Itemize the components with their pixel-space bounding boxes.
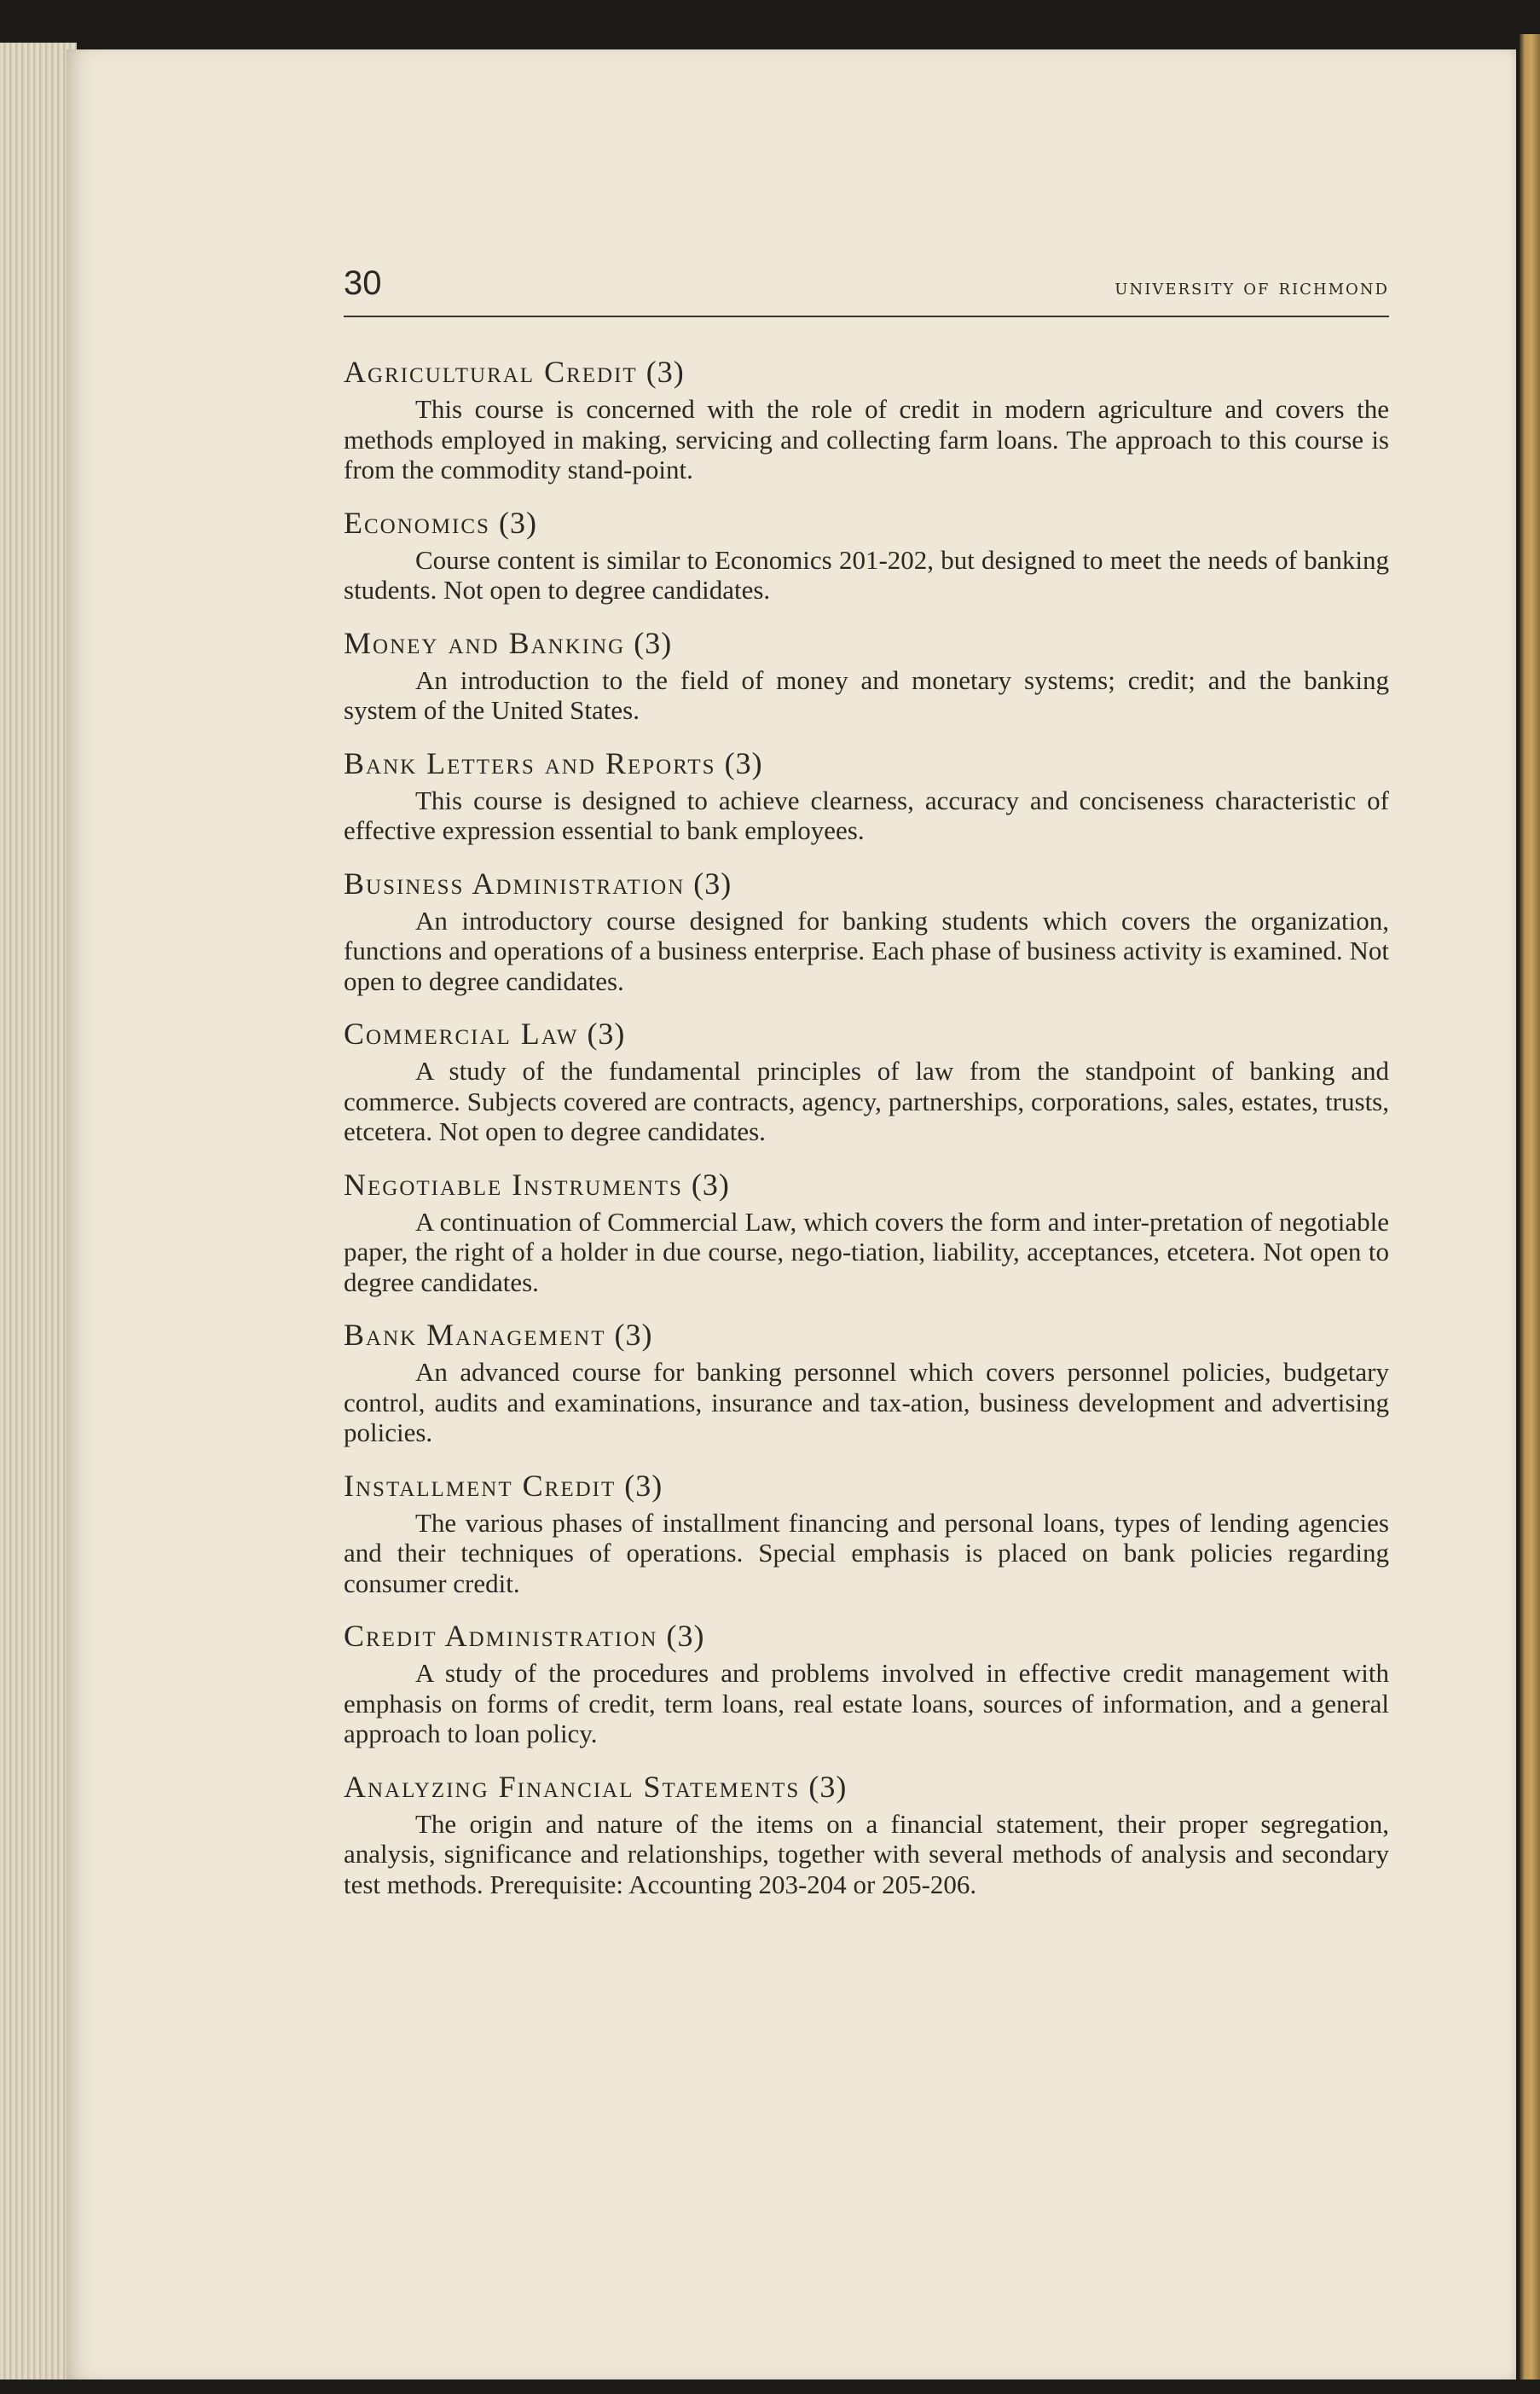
course-entry — [344, 626, 1389, 726]
course-title — [344, 746, 1389, 780]
course-title — [344, 626, 1389, 660]
course-name: Agricultural Credit — [344, 355, 638, 389]
course-credits: (3) — [666, 1619, 705, 1653]
course-description: A study of the fundamental principles of law from the standpoint of banking and commerce. Subjects covered are contracts, agency, partnerships, corporations, sales, estates, trusts, etcetera. Not open to degree candidates. — [344, 1056, 1389, 1146]
course-title — [344, 1469, 1389, 1503]
course-entry — [344, 1469, 1389, 1599]
course-entry — [344, 746, 1389, 846]
course-description: This course is designed to achieve clearness, accuracy and conciseness characteristic of effective expression essential to bank employees. — [344, 785, 1389, 845]
course-credits: (3) — [691, 1167, 730, 1202]
book-binding-edge — [1520, 34, 1540, 2380]
course-entry — [344, 1168, 1389, 1298]
running-title: university of richmond — [1114, 275, 1389, 299]
course-credits: (3) — [693, 866, 732, 901]
course-entry — [344, 1770, 1389, 1900]
course-name: Money and Banking — [344, 625, 626, 660]
course-credits: (3) — [498, 505, 537, 540]
course-title — [344, 1017, 1389, 1051]
course-description: An introductory course designed for banking students which covers the organization, functions and operations of a business enterprise. Each phase of business activity is examined. Not open to degree candidates. — [344, 905, 1389, 996]
course-name: Economics — [344, 505, 490, 540]
course-description: The origin and nature of the items on a financial statement, their proper segregation, analysis, significance and relationships, together with several methods of analysis and secondary test methods. Prerequisite: Accounting 203-204 or 205-206. — [344, 1808, 1389, 1899]
course-name: Credit Administration — [344, 1619, 658, 1653]
course-entry — [344, 1017, 1389, 1147]
course-name: Analyzing Financial Statements — [344, 1769, 801, 1804]
course-title — [344, 506, 1389, 540]
course-name: Bank Letters and Reports — [344, 745, 716, 780]
page-number: 30 — [344, 264, 382, 302]
book-page-edges — [0, 43, 77, 2380]
course-description: An introduction to the field of money and monetary systems; credit; and the banking system of the United States. — [344, 664, 1389, 725]
course-credits: (3) — [634, 625, 673, 660]
course-entry — [344, 1318, 1389, 1448]
course-title — [344, 1619, 1389, 1653]
course-title — [344, 1168, 1389, 1202]
course-credits: (3) — [724, 745, 763, 780]
course-credits: (3) — [808, 1769, 848, 1804]
course-credits: (3) — [624, 1468, 663, 1503]
course-description: Course content is similar to Economics 201-202, but designed to meet the needs of banking students. Not open to degree candidates. — [344, 544, 1389, 605]
course-title — [344, 355, 1389, 389]
course-name: Negotiable Instruments — [344, 1167, 683, 1202]
course-name: Bank Management — [344, 1318, 606, 1352]
course-description: The various phases of installment financing and personal loans, types of lending agencies and their techniques of operations. Special emphasis is placed on bank policies regarding consumer credit. — [344, 1507, 1389, 1598]
running-header — [344, 264, 1389, 317]
course-description: An advanced course for banking personnel which covers personnel policies, budgetary control, audits and examinations, insurance and tax-ation, business development and advertising policies. — [344, 1357, 1389, 1447]
course-credits: (3) — [587, 1017, 626, 1051]
course-title — [344, 867, 1389, 901]
course-description: A study of the procedures and problems involved in effective credit management with emphasis on forms of credit, term loans, real estate loans, sources of information, and a general approach to loan policy. — [344, 1658, 1389, 1748]
course-description: A continuation of Commercial Law, which covers the form and inter-pretation of negotiable paper, the right of a holder in due course, nego-tiation, liability, acceptances, etcetera. Not open to degree candidates. — [344, 1206, 1389, 1297]
course-title — [344, 1318, 1389, 1352]
course-entry — [344, 355, 1389, 485]
page-content — [344, 264, 1389, 1920]
course-name: Business Administration — [344, 866, 686, 901]
course-entry — [344, 1619, 1389, 1749]
course-name: Commercial Law — [344, 1017, 579, 1051]
course-credits: (3) — [646, 355, 685, 389]
course-description: This course is concerned with the role of credit in modern agriculture and covers the methods employed in making, servicing and collecting farm loans. The approach to this course is from the commodity stand-point. — [344, 394, 1389, 484]
course-credits: (3) — [614, 1318, 653, 1352]
course-entry — [344, 867, 1389, 997]
course-name: Installment Credit — [344, 1468, 617, 1503]
course-title — [344, 1770, 1389, 1804]
course-list — [344, 355, 1389, 1899]
course-entry — [344, 506, 1389, 606]
